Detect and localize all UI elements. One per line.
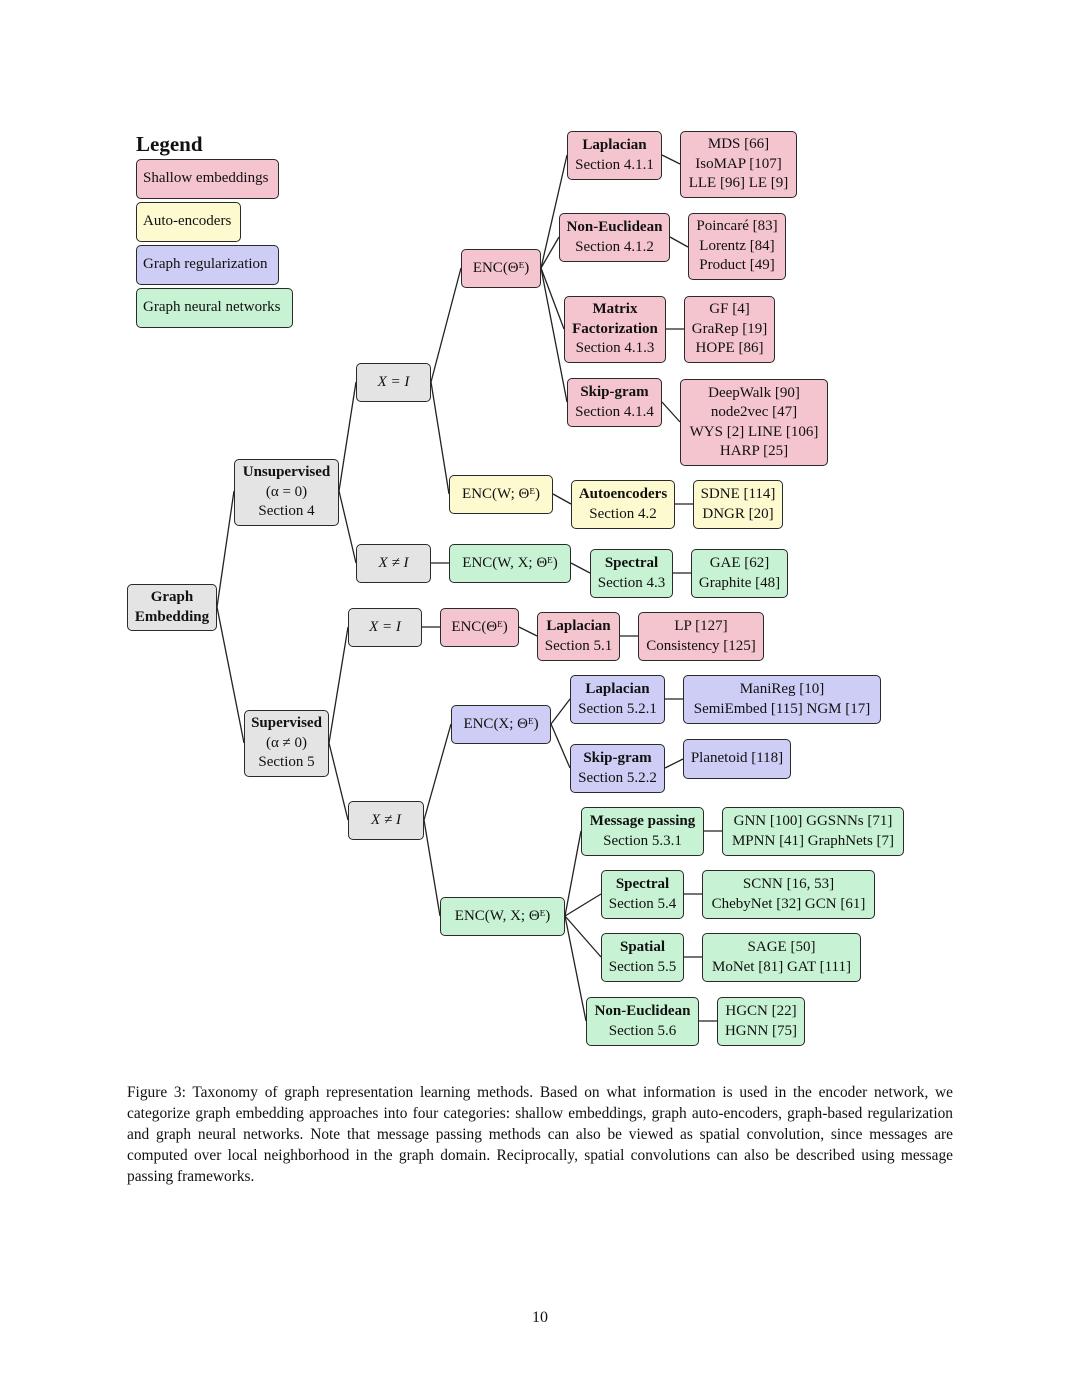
method-item: SAGE [50] [747,939,816,955]
category-skip-gram-name: Skip-gram [580,384,649,400]
method-item: DNGR [20] [702,505,774,522]
method-item: Product [49] [699,257,775,274]
method-item: Graphite [48] [698,574,781,591]
figure-caption: Figure 3: Taxonomy of graph representation learning methods. Based on what information is used in the encoder network, we categorize graph embedding approaches into four categories: shallow embeddings, graph auto-encoders, graph-based regularization and graph neural networks. Note that message passing methods can also be viewed as spatial convolution, since messages are computed over local neighborhood in the graph domain. Reciprocally, spatial convolutions can also be described using message passing frameworks. [127,1084,953,1185]
category-spectral-supervised-name: Spectral [615,876,670,892]
category-matrix-factorization-name2: Factorization [572,320,658,337]
category-non-euclidean-supervised-name: Non-Euclidean [594,1003,691,1019]
method-item: GF [4] [709,301,750,318]
methods-matrix-factorization [684,296,775,363]
node-graph-embedding-line2: Embedding [134,608,210,625]
category-laplacian-section: Section 4.1.1 [575,156,654,173]
page-number: 10 [532,1309,548,1326]
methods-autoencoders [693,480,783,529]
method-item: HGCN [22] [725,1003,797,1019]
legend-title: Legend [136,132,203,156]
category-spectral-unsupervised [590,549,673,598]
category-spectral-unsupervised-section: Section 4.3 [597,574,666,591]
node-supervised-title: Supervised [251,715,322,732]
legend-item-graph-neural-networks: Graph neural networks [136,288,293,328]
category-spatial-name: Spatial [619,939,665,955]
method-item: SemiEmbed [115] NGM [17] [693,700,871,717]
node-supervised-x-not-equals-i: X ≠ I [348,801,424,840]
node-supervised-x-equals-i: X = I [348,608,422,647]
method-item: Planetoid [118] [690,750,784,767]
method-item: SCNN [16, 53] [742,876,835,892]
category-laplacian-supervised-name: Laplacian [546,618,611,634]
category-autoencoders [571,480,675,529]
legend-item-auto-encoders: Auto-encoders [136,202,241,242]
node-unsupervised [234,459,339,526]
methods-non-euclidean [688,213,786,280]
category-message-passing [581,807,704,856]
node-graph-embedding [127,584,217,631]
method-item: ManiReg [10] [739,681,825,697]
node-supervised-alpha: (α ≠ 0) [265,734,308,751]
category-laplacian [567,131,662,180]
legend-item-shallow-embeddings: Shallow embeddings [136,159,279,199]
category-spatial [601,933,684,982]
category-message-passing-name: Message passing [589,813,696,829]
node-unsupervised-section: Section 4 [258,503,315,520]
category-non-euclidean-supervised [586,997,699,1046]
method-item: node2vec [47] [710,404,798,420]
methods-skip-gram [680,379,828,466]
category-spectral-supervised-section: Section 5.4 [608,895,677,912]
method-item: MPNN [41] GraphNets [7] [731,832,895,849]
node-encoder-autoencoder: ENC(W; Θᴱ) [449,475,553,514]
legend-item-graph-regularization: Graph regularization [136,245,279,285]
methods-laplacian [680,131,797,198]
category-matrix-factorization [564,296,666,363]
methods-spatial [702,933,861,982]
method-item: Consistency [125] [646,637,756,654]
category-laplacian-regularization-name: Laplacian [585,681,650,697]
category-matrix-factorization-section: Section 4.1.3 [575,340,655,357]
method-item: GAE [62] [709,555,770,571]
method-item: HGNN [75] [724,1022,798,1039]
methods-spectral-unsupervised [691,549,788,598]
node-encoder-supervised-gnn: ENC(W, X; Θᴱ) [440,897,565,936]
methods-laplacian-supervised [638,612,764,661]
method-item: IsoMAP [107] [695,155,782,172]
method-item: MoNet [81] GAT [111] [711,958,851,975]
category-skip-gram [567,378,662,427]
methods-message-passing [722,807,904,856]
category-skip-gram-regularization [570,744,665,793]
node-encoder-unsupervised-gnn: ENC(W, X; Θᴱ) [449,544,571,583]
node-unsupervised-x-equals-i: X = I [356,363,431,402]
category-laplacian-name: Laplacian [582,137,647,153]
category-spectral-supervised [601,870,684,919]
method-item: Lorentz [84] [699,237,775,254]
method-item: SDNE [114] [700,486,776,502]
method-item: Poincaré [83] [696,218,778,235]
node-encoder-shallow: ENC(Θᴱ) [461,249,541,288]
method-item: HOPE [86] [695,340,764,357]
method-item: WYS [2] LINE [106] [689,423,819,440]
category-non-euclidean-supervised-section: Section 5.6 [608,1022,677,1039]
method-item: LP [127] [674,618,728,634]
node-graph-embedding-line1: Graph [150,589,194,605]
category-autoencoders-section: Section 4.2 [589,505,657,522]
category-laplacian-regularization [570,675,665,724]
node-encoder-supervised-shallow: ENC(Θᴱ) [440,608,519,647]
category-laplacian-supervised [537,612,620,661]
category-spatial-section: Section 5.5 [608,958,677,975]
category-laplacian-regularization-section: Section 5.2.1 [578,700,657,717]
category-message-passing-section: Section 5.3.1 [603,832,682,849]
method-item: LLE [96] LE [9] [688,175,789,192]
method-item: GraRep [19] [691,320,768,337]
node-supervised-section: Section 5 [258,754,315,771]
node-supervised [244,710,329,777]
category-skip-gram-regularization-section: Section 5.2.2 [578,769,657,786]
category-skip-gram-regularization-name: Skip-gram [583,750,652,766]
methods-skip-gram-regularization [683,739,791,779]
method-item: GNN [100] GGSNNs [71] [733,813,893,829]
category-skip-gram-section: Section 4.1.4 [575,403,654,420]
category-spectral-unsupervised-name: Spectral [604,555,659,571]
category-laplacian-supervised-section: Section 5.1 [544,637,613,654]
node-unsupervised-alpha: (α = 0) [265,483,308,500]
category-non-euclidean [559,213,670,262]
category-non-euclidean-name: Non-Euclidean [566,219,663,235]
node-unsupervised-title: Unsupervised [242,464,331,481]
node-unsupervised-x-not-equals-i: X ≠ I [356,544,431,583]
category-non-euclidean-section: Section 4.1.2 [575,238,654,255]
methods-spectral-supervised [702,870,875,919]
category-matrix-factorization-name1: Matrix [592,301,638,318]
node-encoder-regularization: ENC(X; Θᴱ) [451,705,551,744]
method-item: HARP [25] [719,443,789,459]
category-autoencoders-name: Autoencoders [578,486,668,502]
method-item: MDS [66] [707,136,770,153]
method-item: ChebyNet [32] GCN [61] [711,895,866,912]
methods-non-euclidean-supervised [717,997,805,1046]
method-item: DeepWalk [90] [708,384,800,401]
methods-laplacian-regularization [683,675,881,724]
